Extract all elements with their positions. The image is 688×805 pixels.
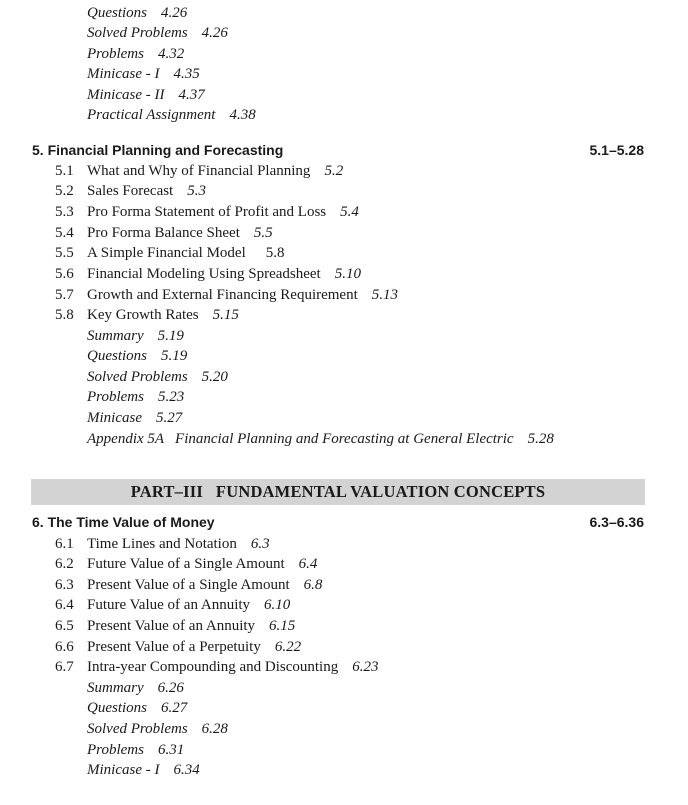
section-entry[interactable] bbox=[55, 596, 290, 614]
toc-entry bbox=[87, 699, 187, 717]
section-title: What and Why of Financial Planning bbox=[87, 163, 311, 179]
toc-entry bbox=[87, 761, 200, 779]
section-title: Future Value of a Single Amount bbox=[87, 556, 285, 572]
section-entry[interactable] bbox=[55, 576, 322, 594]
section-entry[interactable] bbox=[55, 224, 273, 242]
section-title: Present Value of a Single Amount bbox=[87, 577, 290, 593]
section-page: 5.10 bbox=[334, 266, 361, 282]
entry-title: Problems bbox=[87, 742, 144, 758]
entry-page: 6.31 bbox=[157, 742, 185, 758]
section-entry[interactable] bbox=[55, 244, 285, 262]
toc-entry bbox=[87, 720, 228, 738]
chapter-page-range: 6.3–6.36 bbox=[589, 514, 644, 530]
entry-title: Minicase - I bbox=[87, 66, 160, 82]
entry-page: 6.27 bbox=[161, 700, 188, 716]
section-title: Growth and External Financing Requirement bbox=[87, 287, 358, 303]
entry-title: Solved Problems bbox=[87, 369, 188, 385]
section-number: 5.5 bbox=[55, 245, 74, 261]
section-page: 5.8 bbox=[265, 245, 285, 261]
section-page: 5.2 bbox=[324, 163, 344, 179]
section-number: 5.8 bbox=[55, 307, 74, 323]
toc-entry bbox=[87, 741, 184, 759]
section-page: 5.13 bbox=[371, 287, 399, 303]
entry-page: 4.37 bbox=[178, 87, 205, 103]
section-number: 6.6 bbox=[55, 639, 74, 655]
section-title: Key Growth Rates bbox=[87, 307, 199, 323]
section-page: 6.15 bbox=[269, 618, 296, 634]
section-entry[interactable] bbox=[55, 162, 343, 180]
entry-title: Summary bbox=[87, 328, 144, 344]
entry-page: 5.27 bbox=[155, 410, 183, 426]
toc-entry bbox=[87, 106, 256, 124]
section-page: 5.4 bbox=[340, 204, 359, 220]
section-entry[interactable] bbox=[55, 535, 270, 553]
entry-title: Appendix 5A Financial Planning and Forecasting at General Electric bbox=[87, 431, 514, 447]
section-number: 5.1 bbox=[55, 163, 74, 179]
section-number: 6.3 bbox=[55, 577, 74, 593]
section-title: A Simple Financial Model bbox=[87, 245, 246, 261]
section-entry[interactable] bbox=[55, 555, 317, 573]
entry-page: 4.38 bbox=[229, 107, 256, 123]
section-page: 6.4 bbox=[298, 556, 318, 572]
entry-page: 5.19 bbox=[161, 348, 188, 364]
section-title: Intra-year Compounding and Discounting bbox=[87, 659, 339, 675]
chapter-heading[interactable] bbox=[32, 513, 644, 531]
entry-page: 6.34 bbox=[173, 762, 200, 778]
chapter-title: 6. The Time Value of Money bbox=[32, 514, 215, 530]
section-title: Future Value of an Annuity bbox=[87, 597, 251, 613]
section-entry[interactable] bbox=[55, 306, 239, 324]
entry-page: 4.26 bbox=[201, 25, 228, 41]
section-page: 5.3 bbox=[187, 183, 206, 199]
toc-entry bbox=[87, 409, 182, 427]
chapter-heading[interactable] bbox=[32, 141, 644, 159]
entry-page: 6.26 bbox=[157, 680, 184, 696]
section-entry[interactable] bbox=[55, 182, 206, 200]
entry-title: Minicase - I bbox=[87, 762, 160, 778]
entry-title: Minicase - II bbox=[87, 87, 165, 103]
section-entry[interactable] bbox=[55, 617, 295, 635]
entry-page: 4.32 bbox=[157, 46, 185, 62]
section-page: 5.15 bbox=[212, 307, 239, 323]
section-number: 5.2 bbox=[55, 183, 74, 199]
section-entry[interactable] bbox=[55, 265, 361, 283]
section-page: 6.10 bbox=[264, 597, 291, 613]
section-page: 6.8 bbox=[303, 577, 323, 593]
entry-title: Questions bbox=[87, 5, 147, 21]
section-page: 6.22 bbox=[274, 639, 302, 655]
section-title: Present Value of an Annuity bbox=[87, 618, 256, 634]
entry-title: Problems bbox=[87, 389, 144, 405]
toc-entry bbox=[87, 45, 184, 63]
section-number: 6.5 bbox=[55, 618, 74, 634]
section-entry[interactable] bbox=[55, 658, 378, 676]
entry-page: 5.28 bbox=[527, 431, 554, 447]
section-title: Time Lines and Notation bbox=[87, 536, 237, 552]
chapter-page-range: 5.1–5.28 bbox=[589, 142, 644, 158]
section-page: 5.5 bbox=[253, 225, 273, 241]
entry-title: Solved Problems bbox=[87, 25, 188, 41]
section-entry[interactable] bbox=[55, 286, 398, 304]
section-entry[interactable] bbox=[55, 203, 359, 221]
entry-page: 5.20 bbox=[201, 369, 228, 385]
entry-title: Summary bbox=[87, 680, 144, 696]
section-page: 6.3 bbox=[250, 536, 270, 552]
section-number: 6.1 bbox=[55, 536, 74, 552]
toc-entry bbox=[87, 65, 200, 83]
section-number: 5.4 bbox=[55, 225, 74, 241]
part-banner: PART–III FUNDAMENTAL VALUATION CONCEPTS bbox=[31, 479, 645, 505]
toc-entry bbox=[87, 388, 184, 406]
section-title: Sales Forecast bbox=[87, 183, 174, 199]
section-page: 6.23 bbox=[352, 659, 379, 675]
toc-entry bbox=[87, 368, 228, 386]
section-number: 6.7 bbox=[55, 659, 74, 675]
toc-entry bbox=[87, 347, 187, 365]
toc-entry bbox=[87, 327, 184, 345]
section-number: 5.3 bbox=[55, 204, 74, 220]
toc-entry bbox=[87, 679, 184, 697]
entry-title: Solved Problems bbox=[87, 721, 188, 737]
toc-entry bbox=[87, 430, 554, 448]
section-number: 5.7 bbox=[55, 287, 74, 303]
entry-title: Questions bbox=[87, 348, 147, 364]
entry-title: Questions bbox=[87, 700, 147, 716]
section-title: Present Value of a Perpetuity bbox=[87, 639, 261, 655]
section-title: Financial Modeling Using Spreadsheet bbox=[87, 266, 321, 282]
toc-entry bbox=[87, 86, 205, 104]
section-number: 5.6 bbox=[55, 266, 74, 282]
chapter-title: 5. Financial Planning and Forecasting bbox=[32, 142, 284, 158]
toc-entry bbox=[87, 4, 187, 22]
entry-page: 6.28 bbox=[201, 721, 228, 737]
section-title: Pro Forma Balance Sheet bbox=[87, 225, 240, 241]
section-title: Pro Forma Statement of Profit and Loss bbox=[87, 204, 327, 220]
section-entry[interactable] bbox=[55, 638, 301, 656]
entry-page: 5.19 bbox=[157, 328, 184, 344]
section-number: 6.2 bbox=[55, 556, 74, 572]
entry-page: 4.35 bbox=[173, 66, 200, 82]
entry-title: Minicase bbox=[87, 410, 142, 426]
entry-page: 5.23 bbox=[157, 389, 185, 405]
toc-entry bbox=[87, 24, 228, 42]
entry-title: Problems bbox=[87, 46, 144, 62]
entry-page: 4.26 bbox=[161, 5, 188, 21]
entry-title: Practical Assignment bbox=[87, 107, 216, 123]
section-number: 6.4 bbox=[55, 597, 74, 613]
